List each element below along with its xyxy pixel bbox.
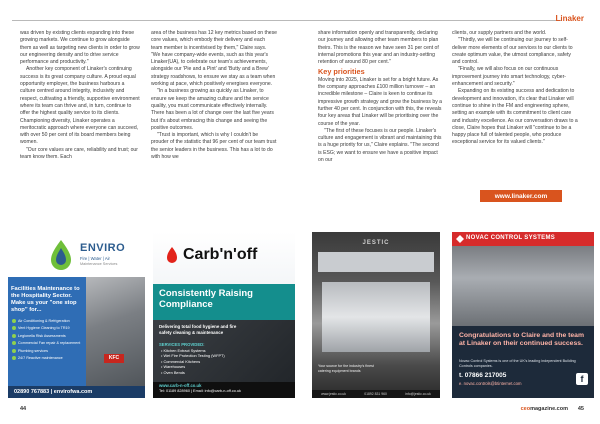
enviro-logo-icon: [46, 238, 76, 272]
header-brand: Linaker: [555, 14, 584, 23]
page-number-left: 44: [20, 406, 27, 412]
section-heading: Key priorities: [318, 67, 365, 77]
cooking-range: [322, 282, 430, 352]
flame-icon: [165, 246, 179, 264]
article-column-1: [20, 30, 140, 161]
shopfront-photo: [86, 277, 145, 389]
paragraph: "The first of these focuses is our people. Linaker's culture and engagement is vibrant and maintaining this is a huge priority for us," Claire explains. "The second is ESG; we want to ensure we have a positive impact on our: [318, 127, 442, 164]
bullet-icon: [12, 326, 16, 330]
bullet-icon: [12, 319, 16, 323]
paragraph: was driven by existing clients expanding into these growing markets. We continue to grow alongside them as well as targeting new clients in order to grow our engineering density and to drive service performance and productivity.": [20, 30, 140, 66]
list-item: • Kitchen Extract Systems: [161, 348, 206, 353]
list-item: • Warehouses: [161, 364, 186, 370]
enviro-headline: Facilities Maintenance to the Hospitality Sector. Make us your "one stop shop" for...: [11, 286, 80, 313]
novac-congrats: Congratulations to Claire and the team at Linaker on their continued success.: [459, 332, 585, 348]
enviro-subtitle: Maintenance Services: [80, 262, 118, 266]
novac-phone: t. 07866 217005: [459, 372, 507, 379]
jestic-caption: Your source for the industry's finest catering equipment brands: [318, 364, 374, 373]
paragraph: clients, our supply partners and the world.: [452, 30, 547, 36]
article-column-4: [452, 30, 580, 147]
list-item: • Oven Bends: [161, 369, 185, 375]
list-item: Vent Hygiene Cleaning to TR19: [12, 325, 86, 332]
paragraph: area of the business has 12 key metrics based on these core values, which embody their delivery and each team member is incentivised by them," Claire says. "We have company-wide events, such as this year's Linaker(UA), to celebrate our team's achievements, alongside our 'Pie and a Pint' and 'Butty and a Brew' strategy roadshows, to ensure we stay as a team when working at pace, which positively energises everyone.: [151, 30, 278, 88]
jestic-email[interactable]: info@jestic.co.uk: [405, 392, 431, 396]
list-item: • Commercial Kitchens: [161, 358, 201, 364]
carbnoff-website[interactable]: www.carb-n-off.co.uk: [159, 383, 202, 388]
ad-enviro[interactable]: [8, 232, 145, 398]
paragraph: share information openly and transparently, declaring our journey and allowing other team members to plan theirs. This is the reason we have seen 31 per cent of internal promotions this year and an industry-setting retention of around 80 per cent.": [318, 30, 439, 66]
jestic-website[interactable]: www.jestic.co.uk: [321, 392, 346, 396]
ad-carbnoff[interactable]: [153, 232, 295, 398]
novac-name: NOVAC CONTROL SYSTEMS: [466, 235, 556, 241]
ad-jestic-footer: [312, 390, 440, 398]
shop-sign: KFC: [104, 354, 124, 363]
list-item: Plumbing services: [12, 348, 86, 355]
control-panel-photo: [452, 246, 594, 326]
header-rule: [12, 20, 562, 21]
page-number-right: 45: [577, 406, 584, 412]
paragraph: Expanding on its existing success and dedication to development and innovation, it's clear that Linaker will continue to shine in the FM and engineering sphere, setting an example with its commitment to client care and industry excellence. As our conversation draws to a close, Claire hopes that Linaker will "continue to be a happy place full of talented people, who produce exceptional service for its valued clients.": [452, 88, 578, 146]
list-item: 24/7 Reactive maintenance: [12, 355, 86, 362]
carbnoff-title: Consistently Raising Compliance: [159, 288, 253, 310]
enviro-name: ENVIRO: [80, 242, 126, 254]
article-column-2: [151, 30, 277, 161]
carbnoff-contact: Tel: 01189 828960 | Email: info@carb-n-off.co.uk: [159, 389, 241, 393]
facebook-icon[interactable]: f: [576, 373, 588, 385]
ad-novac[interactable]: [452, 232, 594, 398]
list-item: Air Conditioning & Refrigeration: [12, 318, 86, 325]
paragraph: "Our core values are care, reliability and trust; our team know them. Each: [20, 146, 138, 161]
magazine-site: ceomagazine.com: [520, 406, 568, 412]
enviro-contact[interactable]: 02890 767883 | envirofwa.com: [8, 386, 145, 398]
paragraph: Another key component of Linaker's continuing success is its great company culture. A proud equal opportunity employer, the business harbours a culture centred around integrity, inclusivity and respect, cultivating a friendly, supportive environment where its team can thrive and, in turn, continue to offer the highest quality service to its clients. Championing diversity, Linaker operates a meritocratic approach where everyone can succeed, with over 50 per cent of its board members being women.: [20, 66, 140, 146]
jestic-phone: 01892 831 960: [364, 392, 387, 396]
list-item: Legionella Risk Assessments: [12, 333, 86, 340]
enviro-services-list: [12, 318, 86, 362]
novac-logo-icon: [456, 235, 464, 243]
carbnoff-tagline: Delivering total food hygiene and fire safety cleaning & maintenance: [159, 324, 237, 335]
linaker-website-link[interactable]: [480, 190, 562, 202]
bullet-icon: [12, 349, 16, 353]
novac-description: Novac Control Systems is one of the UK's leading independent Building Controls companies.: [459, 359, 576, 368]
list-item: Commercial Fan repair & replacement: [12, 340, 86, 347]
bullet-icon: [12, 334, 16, 338]
paragraph: "In a business growing as quickly as Linaker, to ensure we keep the amazing culture and the service quality, you must communicate effectively internally. There has been a lot of change over the last five years but it's about embracing this change and seeing the positive outcomes.: [151, 88, 274, 131]
carbnoff-services-list: [161, 348, 225, 375]
jestic-logo: JESTIC: [362, 240, 390, 246]
paragraph: Moving into 2025, Linaker is set for a bright future. As the company approaches £100 million turnover – an incredible milestone – Claire is keen to continue its impressive growth strategy and grow the business by a further 40 per cent. In conjunction with this, the reveals four key areas that Linaker will be prioritising over the course of the year.: [318, 76, 443, 127]
novac-email[interactable]: e. novac.controls@btinternet.com: [459, 381, 522, 386]
website-label: www.linaker.com: [494, 192, 548, 200]
carbnoff-logo: Carb'n'off: [183, 246, 258, 263]
paragraph: "Trust is important, which is why I couldn't be prouder of the statistic that 96 per cent of our team trust the senior leaders in the business. This has a lot to do with how we: [151, 132, 277, 161]
services-heading: SERVICES PROVIDED:: [159, 342, 205, 347]
article-column-3: [318, 30, 442, 164]
ad-jestic[interactable]: [312, 232, 440, 398]
bullet-icon: [12, 356, 16, 360]
ad-enviro-header: [8, 232, 145, 277]
paragraph: "Thirdly, we will be continuing our journey to self-deliver more elements of our services to our clients to create optimum value, the utmost compliance, safety and control.: [452, 37, 573, 66]
extraction-hood: [318, 252, 434, 272]
enviro-tagline: Fire | Water | Air: [80, 256, 110, 261]
bullet-icon: [12, 341, 16, 345]
paragraph: "Finally, we will also focus on our continuous improvement journey into smart technology, cyber-enhancement and security.": [452, 66, 566, 88]
list-item: • Wet Fire Protection Testing (WFPT): [161, 353, 225, 359]
